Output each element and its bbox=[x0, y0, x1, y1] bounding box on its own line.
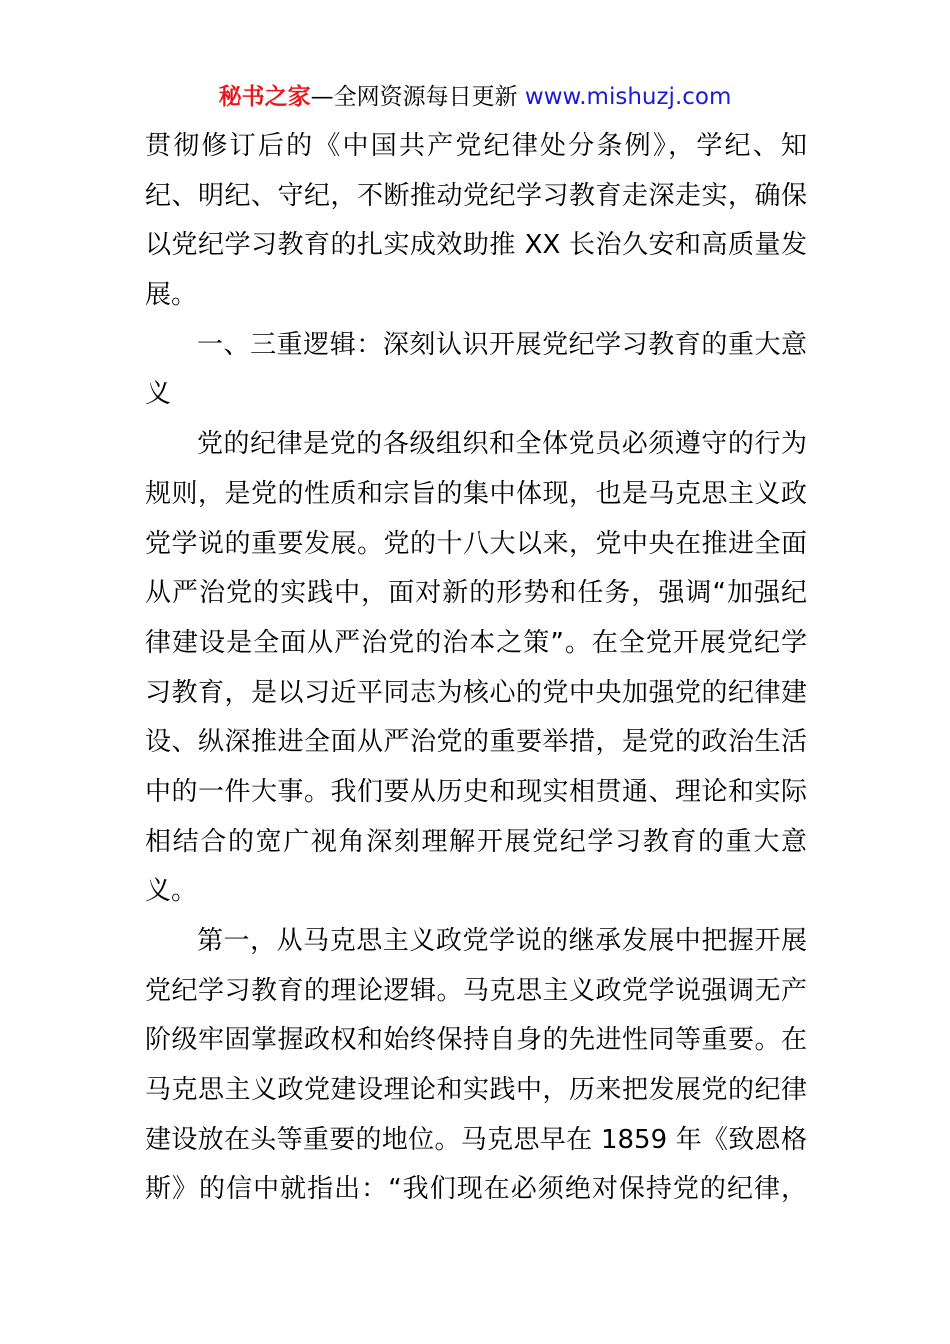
paragraph bbox=[145, 122, 807, 321]
document-body bbox=[145, 122, 807, 1215]
site-tagline: —全网资源每日更新 bbox=[310, 84, 518, 110]
text-line: 党学说的重要发展。党的十八大以来，党中央在推进全面 bbox=[145, 528, 807, 559]
text-line: 展。 bbox=[145, 280, 198, 311]
text-line: 党纪学习教育的理论逻辑。马克思主义政党学说强调无产 bbox=[145, 975, 807, 1006]
text-line: 中的一件大事。我们要从历史和现实相贯通、理论和实际 bbox=[145, 776, 807, 807]
text-line: 一、三重逻辑：深刻认识开展党纪学习教育的重大意 bbox=[197, 329, 807, 360]
text-line: 阶级牢固掌握政权和始终保持自身的先进性同等重要。在 bbox=[145, 1025, 807, 1056]
text-line: 斯》的信中就指出：“我们现在必须绝对保持党的纪律， bbox=[145, 1174, 807, 1205]
text-line: 义。 bbox=[145, 876, 198, 907]
text-line: 党的纪律是党的各级组织和全体党员必须遵守的行为 bbox=[197, 429, 807, 460]
text-line: 第一，从马克思主义政党学说的继承发展中把握开展 bbox=[197, 926, 807, 956]
text-line: 建设放在头等重要的地位。马克思早在 1859 年《致恩格 bbox=[145, 1124, 807, 1155]
text-line: 马克思主义政党建设理论和实践中，历来把发展党的纪律 bbox=[145, 1075, 807, 1106]
text-line: 纪、明纪、守纪，不断推动党纪学习教育走深走实，确保 bbox=[145, 180, 807, 211]
site-header bbox=[0, 80, 950, 114]
text-line: 相结合的宽广视角深刻理解开展党纪学习教育的重大意 bbox=[145, 826, 807, 857]
site-brand: 秘书之家 bbox=[218, 84, 311, 110]
text-line: 习教育，是以习近平同志为核心的党中央加强党的纪律建 bbox=[145, 677, 807, 708]
text-line: 律建设是全面从严治党的治本之策”。在全党开展党纪学 bbox=[145, 627, 807, 658]
paragraph bbox=[145, 917, 807, 1215]
text-line: 贯彻修订后的《中国共产党纪律处分条例》，学纪、知 bbox=[145, 131, 807, 161]
section-heading bbox=[145, 321, 807, 420]
text-line: 规则，是党的性质和宗旨的集中体现，也是马克思主义政 bbox=[145, 478, 807, 509]
text-line: 以党纪学习教育的扎实成效助推 XX 长治久安和高质量发 bbox=[145, 230, 807, 261]
text-line: 设、纵深推进全面从严治党的重要举措，是党的政治生活 bbox=[145, 727, 807, 758]
paragraph bbox=[145, 420, 807, 917]
text-line: 从严治党的实践中，面对新的形势和任务，强调“加强纪 bbox=[145, 578, 807, 609]
site-url-link[interactable]: www.mishuzj.com bbox=[524, 84, 732, 110]
text-line: 义 bbox=[145, 379, 172, 410]
